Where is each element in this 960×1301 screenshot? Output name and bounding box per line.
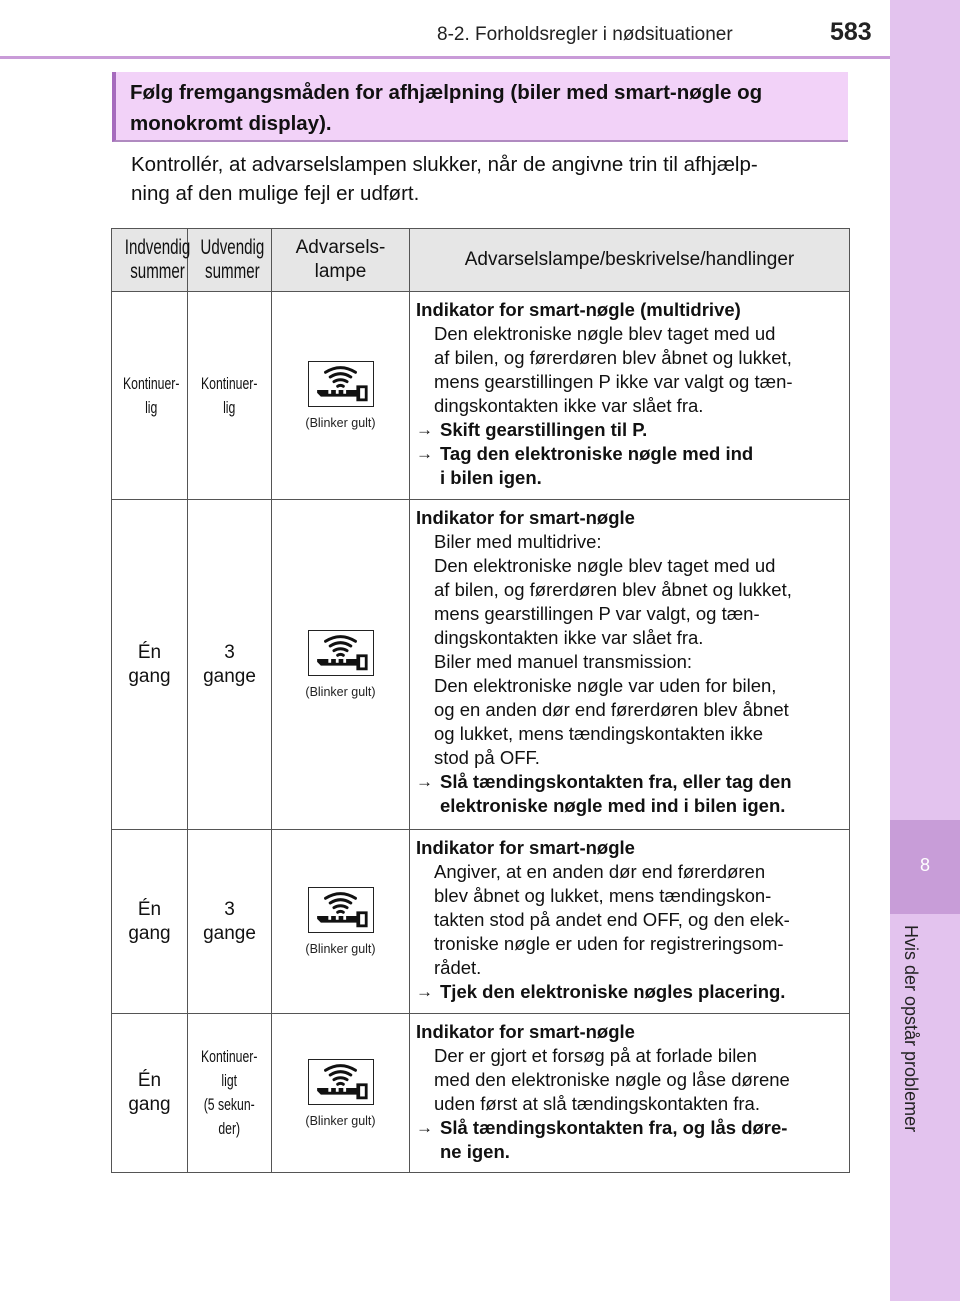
- description-line: Den elektroniske nøgle var uden for bilen,: [434, 675, 777, 696]
- outside-buzzer-line: gange: [203, 665, 256, 687]
- outside-buzzer-text: [201, 1045, 257, 1141]
- action-item: [416, 1116, 837, 1164]
- description-line: mens gearstillingen P var valgt, og tæn-: [434, 603, 760, 624]
- outside-buzzer-cell: [188, 292, 272, 500]
- heading-line-2: monokromt display).: [130, 112, 332, 135]
- description-title: Indikator for smart-nøgle: [416, 1021, 635, 1042]
- arrow-right-icon: →: [416, 1118, 433, 1137]
- table-row: [112, 500, 850, 830]
- warning-lamp-cell: [272, 500, 410, 830]
- lamp-note: (Blinker gult): [305, 416, 376, 430]
- description-line: Biler med multidrive:: [434, 531, 602, 552]
- action-text: [440, 980, 837, 1004]
- inside-buzzer-line: gang: [128, 1094, 171, 1115]
- inside-buzzer-text: [128, 1070, 170, 1115]
- description-title: Indikator for smart-nøgle (multidrive): [416, 299, 741, 320]
- description-line: Biler med manuel transmission:: [434, 651, 693, 672]
- inside-buzzer-line: gang: [128, 922, 171, 944]
- header-rule: [0, 56, 890, 59]
- inside-buzzer-line: Én: [137, 1070, 162, 1091]
- intro-paragraph: [131, 150, 846, 208]
- heading-line-1: Følg fremgangsmåden for afhjælpning (biler med smart-nøgle og: [130, 81, 763, 104]
- description-line: Angiver, at en anden dør end førerdøren: [434, 861, 766, 882]
- inside-buzzer-text: [128, 899, 170, 944]
- outside-buzzer-cell: [188, 830, 272, 1014]
- action-text: [440, 442, 837, 490]
- outside-buzzer-line: ligt: [221, 1071, 238, 1090]
- smart-key-icon: [308, 1059, 374, 1105]
- smart-key-icon: [308, 361, 374, 407]
- description-line: og lukket, mens tændingskontakten ikke: [434, 723, 764, 744]
- description-line: af bilen, og førerdøren blev åbnet og lukket,: [434, 347, 792, 368]
- outside-buzzer-line: Kontinuer-: [201, 1047, 258, 1066]
- inside-buzzer-line: Én: [137, 898, 162, 920]
- description-line: blev åbnet og lukket, mens tændingskon-: [434, 885, 772, 906]
- outside-buzzer-line: lig: [223, 397, 236, 417]
- smart-key-icon: [308, 887, 374, 933]
- header-warning-lamp: Advarsels- lampe: [272, 229, 410, 292]
- action-line: Tag den elektroniske nøgle med ind: [440, 443, 754, 464]
- action-line: Skift gearstillingen til P.: [440, 419, 648, 440]
- description-cell: [410, 292, 850, 500]
- description-line: Den elektroniske nøgle blev taget med ud: [434, 555, 776, 576]
- table-row: [112, 830, 850, 1014]
- table-row: [112, 292, 850, 500]
- outside-buzzer-line: der): [218, 1119, 241, 1138]
- description-line: stod på OFF.: [434, 747, 540, 768]
- action-line: elektroniske nøgle med ind i bilen igen.: [440, 795, 786, 816]
- description-line: mens gearstillingen P ikke var valgt og tæn-: [434, 371, 793, 392]
- description-line: takten stod på andet end OFF, og den elek-: [434, 909, 790, 930]
- section-title: 8-2. Forholdsregler i nødsituationer: [437, 24, 733, 45]
- description-cell: [410, 500, 850, 830]
- action-line: Slå tændingskontakten fra, eller tag den: [440, 771, 792, 792]
- description-line: Der er gjort et forsøg på at forlade bilen: [434, 1045, 757, 1066]
- inside-buzzer-cell: [112, 292, 188, 500]
- inside-buzzer-text: [128, 642, 170, 687]
- description-line: dingskontakten ikke var slået fra.: [434, 627, 704, 648]
- action-item: [416, 418, 837, 442]
- intro-line-1: Kontrollér, at advarselslampen slukker, når de angivne trin til afhjælp-: [131, 153, 758, 176]
- outside-buzzer-line: 3: [224, 641, 235, 663]
- description-line: Den elektroniske nøgle blev taget med ud: [434, 323, 776, 344]
- description-line: af bilen, og førerdøren blev åbnet og lukket,: [434, 579, 792, 600]
- lamp-note: (Blinker gult): [305, 942, 376, 956]
- arrow-right-icon: →: [416, 444, 433, 463]
- inside-buzzer-cell: [112, 1014, 188, 1173]
- outside-buzzer-cell: [188, 1014, 272, 1173]
- header-description: Advarselslampe/beskrivelse/handlinger: [410, 229, 850, 292]
- description-line: med den elektroniske nøgle og låse dørene: [434, 1069, 790, 1090]
- inside-buzzer-cell: [112, 500, 188, 830]
- description-line: dingskontakten ikke var slået fra.: [434, 395, 704, 416]
- outside-buzzer-cell: [188, 500, 272, 830]
- intro-line-2: ning af den mulige fejl er udført.: [131, 182, 420, 205]
- arrow-right-icon: →: [416, 982, 433, 1001]
- smart-key-icon: [308, 630, 374, 676]
- header-inside-buzzer: Indvendig summer: [112, 229, 188, 292]
- warning-lamp-cell: [272, 830, 410, 1014]
- warning-lamp-cell: [272, 292, 410, 500]
- description-cell: [410, 1014, 850, 1173]
- inside-buzzer-text: [123, 372, 179, 420]
- outside-buzzer-text: [203, 899, 256, 944]
- lamp-note: (Blinker gult): [305, 685, 376, 699]
- lamp-note: (Blinker gult): [305, 1113, 376, 1128]
- action-text: [440, 418, 837, 442]
- inside-buzzer-line: Én: [137, 641, 162, 663]
- description-line: og en anden dør end førerdøren blev åbnet: [434, 699, 789, 720]
- chapter-number: 8: [919, 855, 930, 875]
- description-line: uden først at slå tændingskontakten fra.: [434, 1093, 760, 1114]
- action-line: Tjek den elektroniske nøgles placering.: [440, 981, 786, 1002]
- description-title: Indikator for smart-nøgle: [416, 507, 635, 528]
- action-line: ne igen.: [440, 1141, 510, 1162]
- arrow-right-icon: →: [416, 772, 433, 791]
- outside-buzzer-text: [203, 642, 256, 687]
- outside-buzzer-line: gange: [203, 922, 256, 944]
- inside-buzzer-line: Kontinuer-: [122, 373, 180, 393]
- action-line: i bilen igen.: [440, 467, 542, 488]
- arrow-right-icon: →: [416, 420, 433, 439]
- warning-lamp-cell: [272, 1014, 410, 1173]
- inside-buzzer-cell: [112, 830, 188, 1014]
- action-line: Slå tændingskontakten fra, og lås døre-: [440, 1117, 788, 1138]
- action-item: [416, 770, 837, 818]
- warning-table: [111, 228, 850, 1173]
- description-cell: [410, 830, 850, 1014]
- inside-buzzer-line: lig: [145, 397, 158, 417]
- inside-buzzer-line: gang: [128, 665, 171, 687]
- table-header-row: [112, 229, 850, 292]
- procedure-heading: [112, 72, 848, 142]
- description-line: rådet.: [434, 957, 482, 978]
- action-item: [416, 442, 837, 490]
- description-title: Indikator for smart-nøgle: [416, 837, 635, 858]
- page-number: 583: [830, 18, 872, 46]
- outside-buzzer-line: 3: [224, 898, 235, 920]
- outside-buzzer-text: [201, 372, 257, 420]
- action-item: [416, 980, 837, 1004]
- chapter-title: Hvis der opstår problemer: [901, 925, 921, 1133]
- description-line: troniske nøgle er uden for registreringsom-: [434, 933, 784, 954]
- header-outside-buzzer: Udvendig summer: [188, 229, 272, 292]
- table-row: [112, 1014, 850, 1173]
- action-text: [440, 1116, 837, 1164]
- action-text: [440, 770, 837, 818]
- outside-buzzer-line: (5 sekun-: [203, 1095, 256, 1114]
- outside-buzzer-line: Kontinuer-: [201, 373, 258, 393]
